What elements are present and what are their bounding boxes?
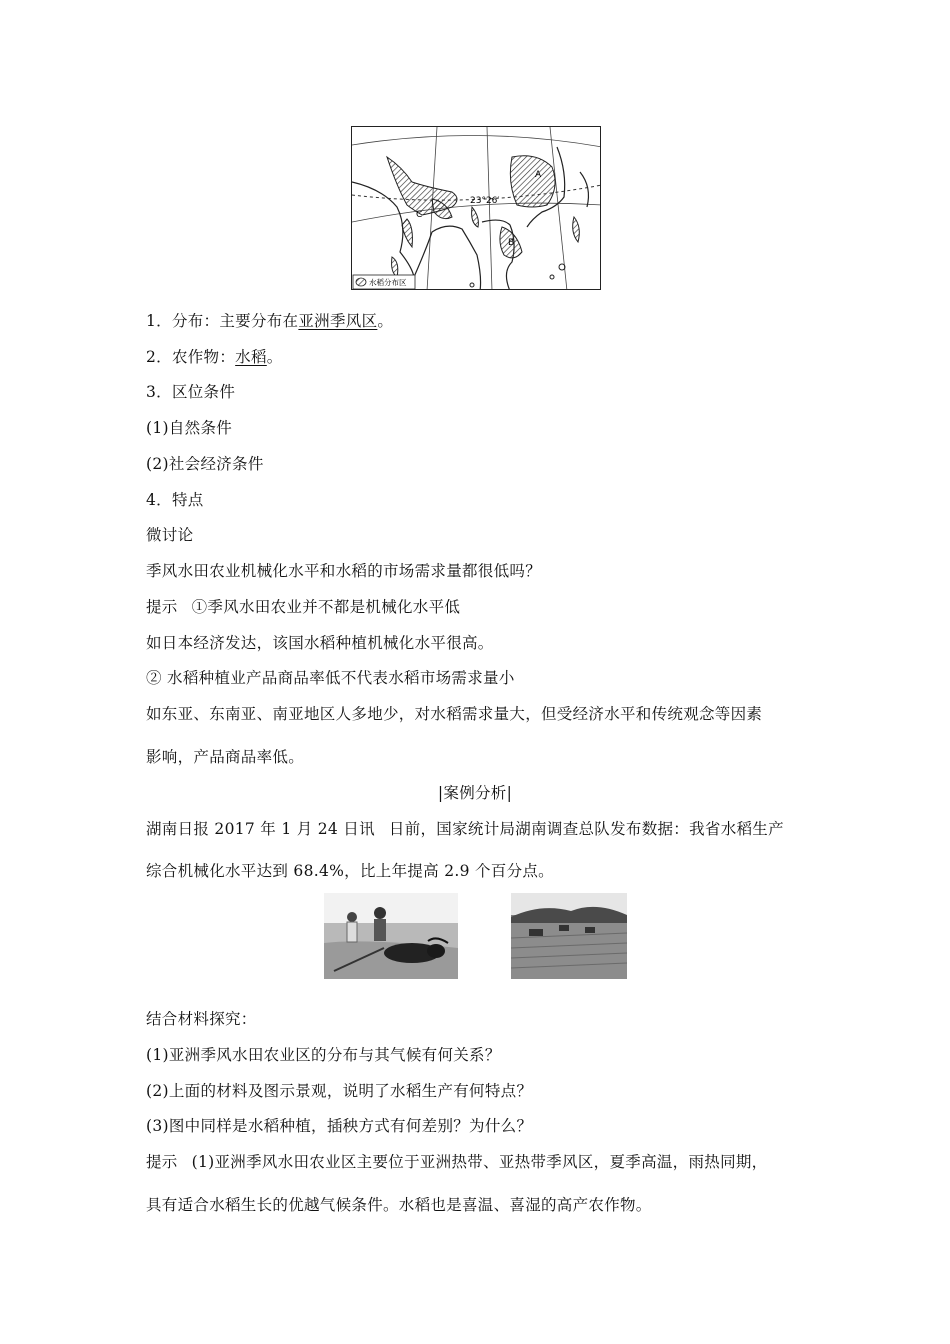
distribution-suffix: 。	[377, 312, 394, 330]
discussion-question: 季风水田农业机械化水平和水稻的市场需求量都很低吗？	[146, 562, 542, 580]
inquiry-question-3: (3)图中同样是水稻种植，插秧方式有何差别？为什么？	[146, 1117, 533, 1135]
discussion-hint-1	[146, 596, 460, 618]
coastline	[580, 172, 588, 207]
island	[559, 264, 565, 270]
latitude-label: 23°26′	[470, 196, 500, 206]
answer-text-a: (1)亚洲季风水田农业区主要位于亚洲热带、亚热带季风区，夏季高温，雨热同期，	[191, 1153, 768, 1171]
rice-distribution-map	[351, 126, 601, 290]
discussion-heading: 微讨论	[146, 526, 194, 544]
socioeconomic-conditions: (2)社会经济条件	[146, 455, 264, 473]
rice-region-philippines	[573, 217, 580, 242]
discussion-hint-2-detail-b: 影响，产品商品率低。	[146, 748, 305, 766]
rice-region-island	[472, 207, 479, 227]
discussion-hint-1-detail: 如日本经济发达，该国水稻种植机械化水平很高。	[146, 634, 494, 652]
crop-suffix: 。	[266, 348, 283, 366]
point-a-label: A	[535, 170, 542, 180]
point-b-label: B	[508, 238, 515, 248]
discussion-hint-2: ② 水稻种植业产品商品率低不代表水稻市场需求量小	[146, 669, 515, 687]
meridian-line	[487, 127, 492, 290]
rice-region-sri-lanka	[392, 257, 398, 277]
inquiry-answer-a	[146, 1151, 767, 1173]
news-line-a	[146, 818, 784, 840]
distribution-line	[146, 310, 393, 332]
island	[550, 275, 554, 279]
answer-hint-label: 提示	[146, 1153, 178, 1171]
photo-machine-drawing	[511, 893, 627, 979]
crop-answer: 水稻	[235, 348, 267, 366]
point-c-label: C	[416, 210, 423, 220]
hint-1-text: ①季风水田农业并不都是机械化水平低	[191, 598, 461, 616]
rice-region-a	[510, 156, 555, 207]
discussion-hint-2-detail-a: 如东亚、东南亚、南亚地区人多地少，对水稻需求量大，但受经济水平和传统观念等因素	[146, 705, 763, 723]
photo-buffalo-plowing	[324, 893, 458, 979]
inquiry-answer-b: 具有适合水稻生长的优越气候条件。水稻也是喜温、喜湿的高产农作物。	[146, 1196, 652, 1214]
legend-swatch	[356, 278, 366, 286]
inquiry-question-2: (2)上面的材料及图示景观，说明了水稻生产有何特点？	[146, 1082, 533, 1100]
photo-mechanized-transplanting	[511, 893, 627, 979]
legend-label: 水稻分布区	[369, 278, 407, 287]
location-conditions: 3．区位条件	[146, 383, 236, 401]
inquiry-question-1: (1)亚洲季风水田农业区的分布与其气候有何关系？	[146, 1046, 501, 1064]
map-drawing	[352, 127, 601, 290]
news-text: 日前，国家统计局湖南调查总队发布数据：我省水稻生产	[388, 820, 784, 838]
distribution-answer: 亚洲季风区	[298, 312, 378, 330]
inquiry-intro: 结合材料探究：	[146, 1010, 257, 1028]
crop-prefix: 2．农作物：	[146, 348, 236, 366]
news-line-b: 综合机械化水平达到 68.4%，比上年提高 2.9 个百分点。	[146, 862, 554, 880]
distribution-prefix: 1．分布：主要分布在	[146, 312, 299, 330]
island	[470, 283, 474, 287]
natural-conditions: (1)自然条件	[146, 419, 233, 437]
features-heading: 4．特点	[146, 491, 204, 509]
hint-label: 提示	[146, 598, 178, 616]
photo-buffalo-drawing	[324, 893, 458, 979]
crop-line	[146, 346, 283, 368]
graticule-line	[352, 135, 601, 147]
case-analysis-heading: |案例分析|	[437, 784, 513, 802]
news-source: 湖南日报 2017 年 1 月 24 日讯	[146, 820, 375, 838]
rice-region-india	[402, 219, 412, 247]
